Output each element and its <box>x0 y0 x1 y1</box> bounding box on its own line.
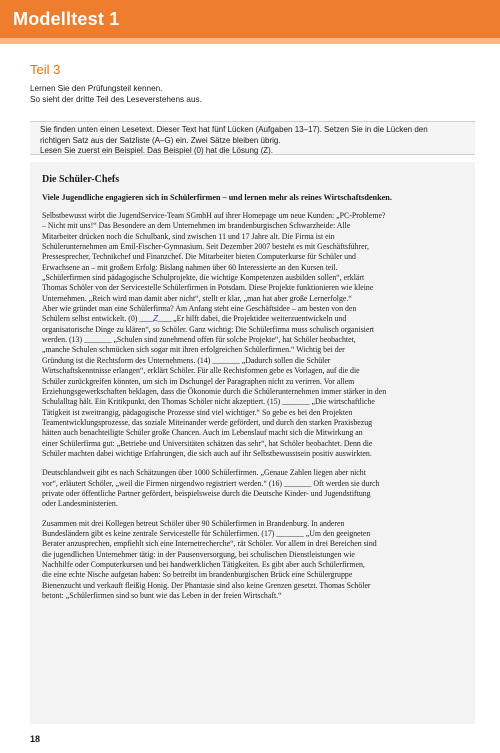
text-line: oder Landesministerien. <box>42 499 118 509</box>
text-line: Schülerunternehmen am Emil-Fischer-Gymnasium. Seit Dezember 2007 besteht es mit Geschäftsführer, <box>42 242 369 252</box>
text-line: Nachhilfe oder Computerkursen und bei handwerklichen Tätigkeiten. Es gibt aber auch Schülerfirmen, <box>42 560 365 569</box>
text-line: Teamentwicklungsprozesse, das soziale Miteinander werde gefördert, und durch den starken Praxisbezug <box>42 417 373 427</box>
instructions-line: Lesen Sie zuerst ein Beispiel. Das Beispiel (0) hat die Lösung (Z). <box>40 146 274 156</box>
section-label: Teil 3 <box>30 62 61 77</box>
text-line: Bienenzucht und verkauft fleißig Honig. Der Phantasie sind also keine Grenzen gesetzt. Thomas Schöler <box>42 580 371 590</box>
text-line: die jugendlichen Unternehmer tätig: in der Pausenversorgung, bei schulischen Dienstleistungen wie <box>42 549 355 559</box>
text-line: betont: „Schülerfirmen sind so bunt wie das Leben in der freien Wirtschaft.“ <box>42 591 282 601</box>
text-line: Unternehmen. „Reich wird man damit aber nicht“, stellt er klar, „man hat aber große Lernerfolge.“ <box>42 293 352 303</box>
text-line: werden. (13) _______ „Schulen sind zunehmend offen für solche Projekte“, hat Schöler beobachtet, <box>42 335 356 345</box>
text-line: Thomas Schöler von der Servicestelle Schülerfirmen in Potsdam. Diese Projekte funktionieren wie kleine <box>42 283 374 293</box>
example-answer: Z <box>153 314 158 324</box>
text-line: private oder öffentliche Partner gefördert, beispielsweise durch die Deutsche Kinder- und Jugendstiftung <box>42 488 371 498</box>
example-blank: ____Z____ <box>139 314 172 324</box>
article-paragraph-3 <box>42 519 465 602</box>
text-line: Zusammen mit drei Kollegen betreut Schöler über 90 Schülerfirmen in Brandenburg. In anderen <box>42 518 345 528</box>
text-line: „Schülerfirmen sind pädagogische Schulprojekte, die wichtige Kompetenzen ausbilden sollen“, erklärt <box>42 273 365 283</box>
text-line: Pressesprecher, Technikchef und Finanzchef. Die Mitarbeiter bieten Computerkurse für Schüler und <box>42 252 356 262</box>
text-line: Aber wie gründet man eine Schülerfirma? Am Anfang steht eine Geschäftsidee – am besten von den <box>42 304 357 314</box>
article-paragraph-1 <box>42 211 465 459</box>
text-line: Erziehungsgewerkschaften beklagen, dass die Ökonomie durch die Schülerunternehmen immer stärker in den <box>42 386 387 396</box>
text-line: Gründung ist die Rechtsform des Unternehmens. (14) _______ „Dadurch sollen die Schüler <box>42 355 331 365</box>
reading-text-card <box>30 162 475 724</box>
text-line: vor“, erläutert Schöler, „weil die Firmen nirgendwo registriert werden.“ (16) _______ Oft werden sie durch <box>42 478 380 488</box>
text-line: Schüler zurückgreifen könnten, um sich im Dschungel der Paragraphen nicht zu verirren. Vor allem <box>42 376 355 386</box>
text-line: Selbstbewusst wirbt die JugendService-Team SGmbH auf ihrer Homepage um neue Kunden: „PC-Probleme? <box>42 211 386 220</box>
intro-line: Lernen Sie den Prüfungsteil kennen. <box>30 84 163 93</box>
page-number: 18 <box>30 734 41 744</box>
text-line: Schüler machten dabei wichtige Erfahrungen, die sich auch auf ihr Selbstbewusstsein positiv auswirkten. <box>42 448 372 458</box>
text-line: Berater anzusprechen, empfiehlt sich eine Internetrecherche“, rät Schöler. Vor allem in drei Bereichen sind <box>42 539 377 549</box>
text-line-with-example <box>42 314 465 324</box>
page-header-title: Modelltest 1 <box>13 9 120 29</box>
text-line: Wirtschaftskenntnisse erlangen“, erklärt Schöler. Für alle Rechtsformen gebe es Vorlagen, auf die die <box>42 366 360 376</box>
instructions-line: richtigen Satz aus der Satzliste (A–G) ein. Zwei Sätze bleiben übrig. <box>40 135 281 145</box>
text-fragment: „Er hilft dabei, die Projektidee weiterzuentwickeln und <box>171 314 347 324</box>
text-fragment: Schülern selbst entwickelt. (0) <box>42 314 140 324</box>
text-line: Bundesländern gibt es keine zentrale Servicestelle für Schülerfirmen. (17) _______ „Um den geeigneten <box>42 528 371 538</box>
text-line: Erwachsene an – mit großem Erfolg: Bislang nahmen über 60 Interessierte an den Kursen teil. <box>42 262 338 272</box>
article-paragraph-2 <box>42 468 465 509</box>
text-line: Deutschlandweit gibt es nach Schätzungen über 1000 Schülerfirmen. „Genaue Zahlen liegen aber nicht <box>42 468 366 478</box>
text-line: „manche Schulen schmücken sich sogar mit ihren erfolgreichen Schülerfirmen.“ Wichtig bei der <box>42 345 345 355</box>
text-line: Tätigkeit ist zweitrangig, pädagogische Prozesse sind viel wichtiger.“ So gebe es bei den Projekten <box>42 407 353 417</box>
intro-text <box>30 83 470 105</box>
text-line: einer Schülerfirma gut: „Betriebe und Universitäten schätzen das sehr“, hat Schöler beobachtet. Denn die <box>42 438 373 448</box>
text-line: die eine echte Nische aufgetan haben: So betreibt im brandenburgischen Brück eine Schülergruppe <box>42 570 353 580</box>
intro-line: So sieht der dritte Teil des Leseverstehens aus. <box>30 95 202 104</box>
header-underline <box>0 38 500 44</box>
text-line: Schulalltag hält. Ein Kritikpunkt, den Thomas Schöler nicht akzeptiert. (15) _______ „Die wirtschaftliche <box>42 397 375 407</box>
text-line: Mitarbeiter drücken noch die Schulbank, sind zwischen 11 und 17 Jahre alt. Die Firma ist ein <box>42 231 335 241</box>
text-line: hätten auch benachteiligte Schüler große Chancen. Auch im Lebenslauf macht sich die Mitwirkung an <box>42 428 363 438</box>
instructions-line: Sie finden unten einen Lesetext. Dieser Text hat fünf Lücken (Aufgaben 13–17). Setzen Sie in die Lücken den <box>40 125 428 134</box>
text-line: organisatorische Dinge zu klären“, so Schöler. Ganz wichtig: Die Schülerfirma muss schulisch organisiert <box>42 324 375 334</box>
instructions-box <box>30 121 475 155</box>
text-line: – Nicht mit uns!“ Das Besondere an dem Unternehmen im brandenburgischen Schwarzheide: Alle <box>42 221 351 231</box>
article-title: Die Schüler-Chefs <box>42 174 120 185</box>
article-subtitle: Viele Jugendliche engagieren sich in Schülerfirmen – und lernen mehr als reines Wirtschaftsdenken. <box>42 193 392 202</box>
